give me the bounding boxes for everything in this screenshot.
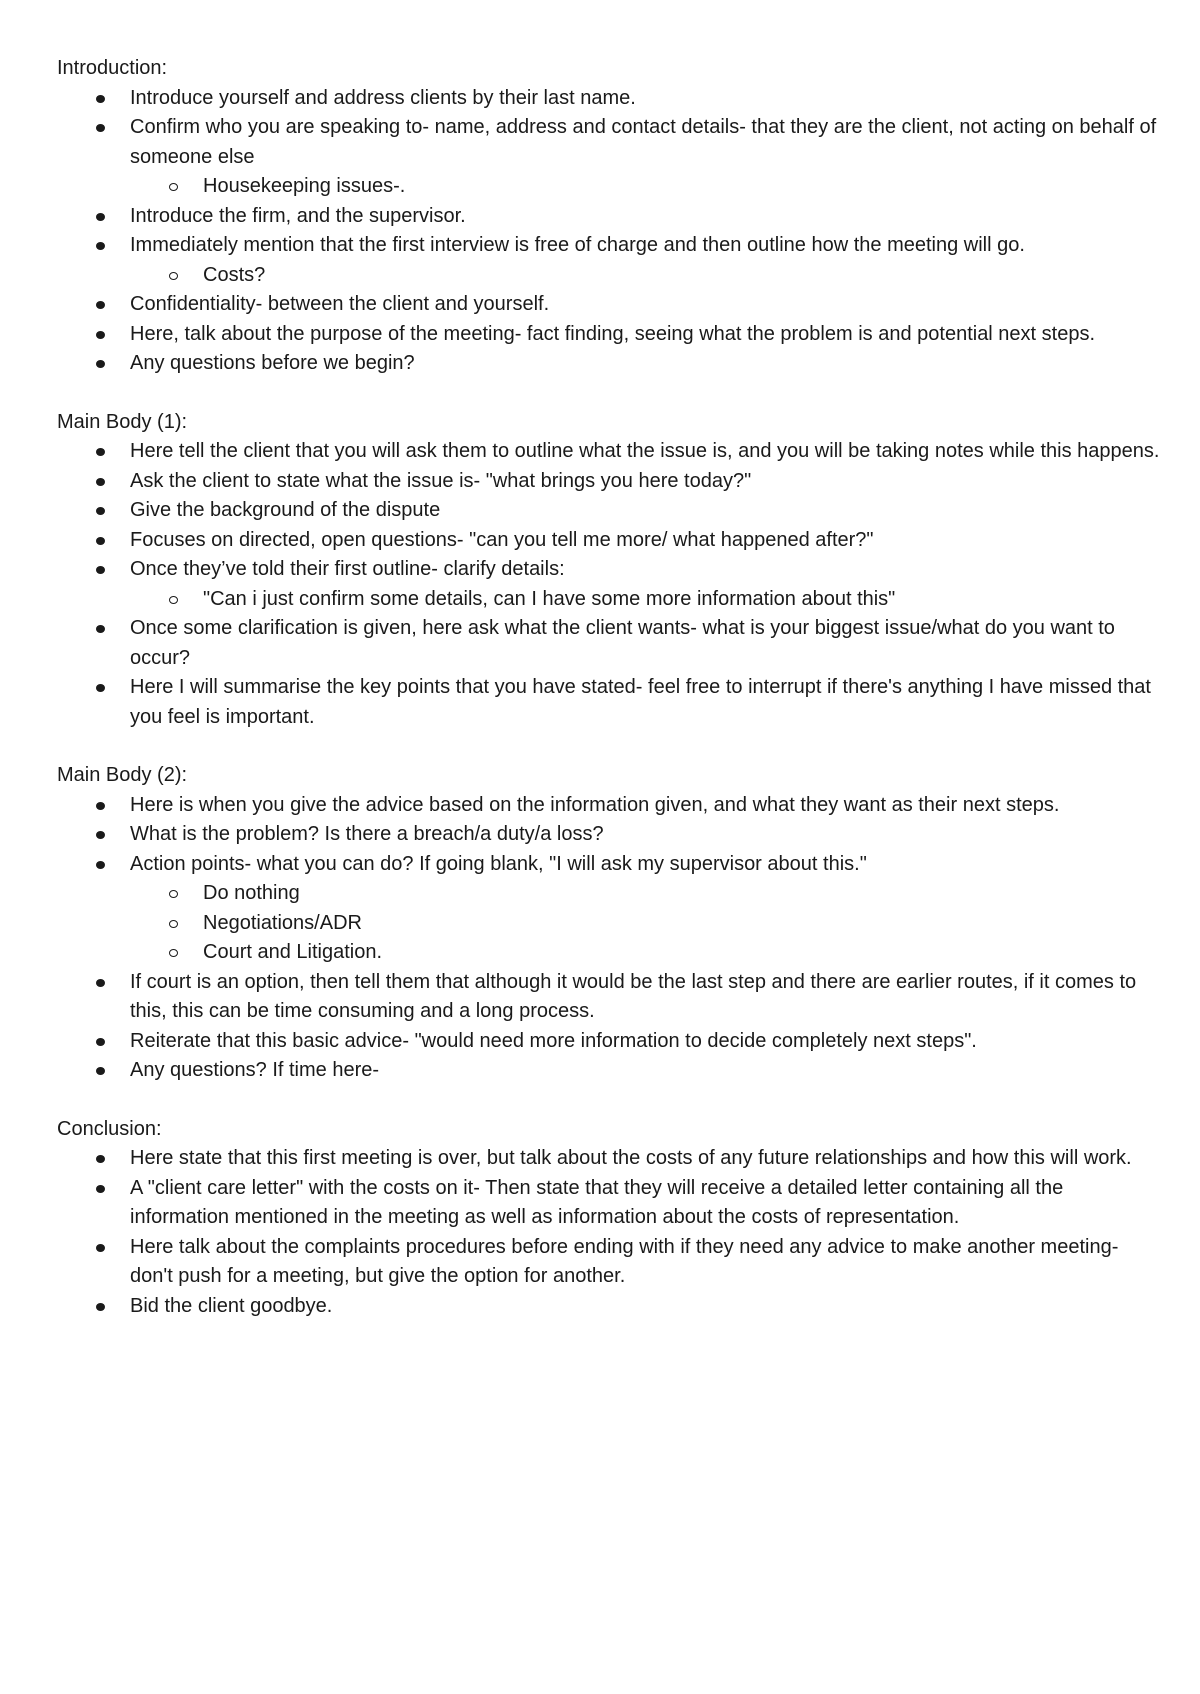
sub-list-item: Costs? bbox=[57, 261, 1160, 291]
sub-list-item: Negotiations/ADR bbox=[57, 909, 1160, 939]
section-main-body-1 bbox=[57, 408, 1160, 733]
list-item: Reiterate that this basic advice- "would need more information to decide completely next steps". bbox=[57, 1027, 1160, 1057]
bullet-list bbox=[57, 1144, 1160, 1321]
bullet-list bbox=[57, 437, 1160, 732]
list-item: Here, talk about the purpose of the meeting- fact finding, seeing what the problem is and potential next steps. bbox=[57, 320, 1160, 350]
list-item: A "client care letter" with the costs on it- Then state that they will receive a detailed letter containing all the information mentioned in the meeting as well as information about the costs of representation. bbox=[57, 1174, 1160, 1233]
section-heading: Main Body (1): bbox=[57, 410, 188, 433]
section-main-body-2 bbox=[57, 761, 1160, 1086]
list-item: Immediately mention that the first interview is free of charge and then outline how the meeting will go. bbox=[57, 231, 1160, 261]
bullet-list bbox=[57, 84, 1160, 379]
section-heading: Introduction: bbox=[57, 57, 168, 79]
list-item: Here talk about the complaints procedures before ending with if they need any advice to make another meeting- don't push for a meeting, but give the option for another. bbox=[57, 1233, 1160, 1292]
list-item: Any questions before we begin? bbox=[57, 349, 1160, 379]
list-item: Action points- what you can do? If going blank, "I will ask my supervisor about this." bbox=[57, 850, 1160, 880]
list-item: Here I will summarise the key points that you have stated- feel free to interrupt if there's anything I have missed that you feel is important. bbox=[57, 673, 1160, 732]
list-item: Once they’ve told their first outline- clarify details: bbox=[57, 555, 1160, 585]
section-heading: Conclusion: bbox=[57, 1117, 162, 1140]
list-item: Confirm who you are speaking to- name, address and contact details- that they are the client, not acting on behalf of someone else bbox=[57, 113, 1160, 172]
list-item: Here is when you give the advice based on the information given, and what they want as their next steps. bbox=[57, 791, 1160, 821]
list-item: Confidentiality- between the client and yourself. bbox=[57, 290, 1160, 320]
list-item: Introduce the firm, and the supervisor. bbox=[57, 202, 1160, 232]
sub-list-item: Court and Litigation. bbox=[57, 938, 1160, 968]
list-item: Once some clarification is given, here ask what the client wants- what is your biggest issue/what do you want to occur? bbox=[57, 614, 1160, 673]
list-item: Focuses on directed, open questions- "can you tell me more/ what happened after?" bbox=[57, 526, 1160, 556]
list-item: Introduce yourself and address clients by their last name. bbox=[57, 84, 1160, 114]
sub-list-item: Do nothing bbox=[57, 879, 1160, 909]
section-conclusion bbox=[57, 1115, 1160, 1322]
list-item: Here tell the client that you will ask them to outline what the issue is, and you will be taking notes while this happens. bbox=[57, 437, 1160, 467]
sub-list-item: Housekeeping issues-. bbox=[57, 172, 1160, 202]
list-item: Ask the client to state what the issue is- "what brings you here today?" bbox=[57, 467, 1160, 497]
sub-list-item: "Can i just confirm some details, can I have some more information about this" bbox=[57, 585, 1160, 615]
list-item: Give the background of the dispute bbox=[57, 496, 1160, 526]
list-item: Any questions? If time here- bbox=[57, 1056, 1160, 1086]
bullet-list bbox=[57, 791, 1160, 1086]
list-item: Bid the client goodbye. bbox=[57, 1292, 1160, 1322]
list-item: Here state that this first meeting is over, but talk about the costs of any future relationships and how this will work. bbox=[57, 1144, 1160, 1174]
section-introduction bbox=[57, 54, 1160, 379]
section-heading: Main Body (2): bbox=[57, 764, 188, 786]
list-item: If court is an option, then tell them that although it would be the last step and there are earlier routes, if it comes to this, this can be time consuming and a long process. bbox=[57, 968, 1160, 1027]
list-item: What is the problem? Is there a breach/a duty/a loss? bbox=[57, 820, 1160, 850]
